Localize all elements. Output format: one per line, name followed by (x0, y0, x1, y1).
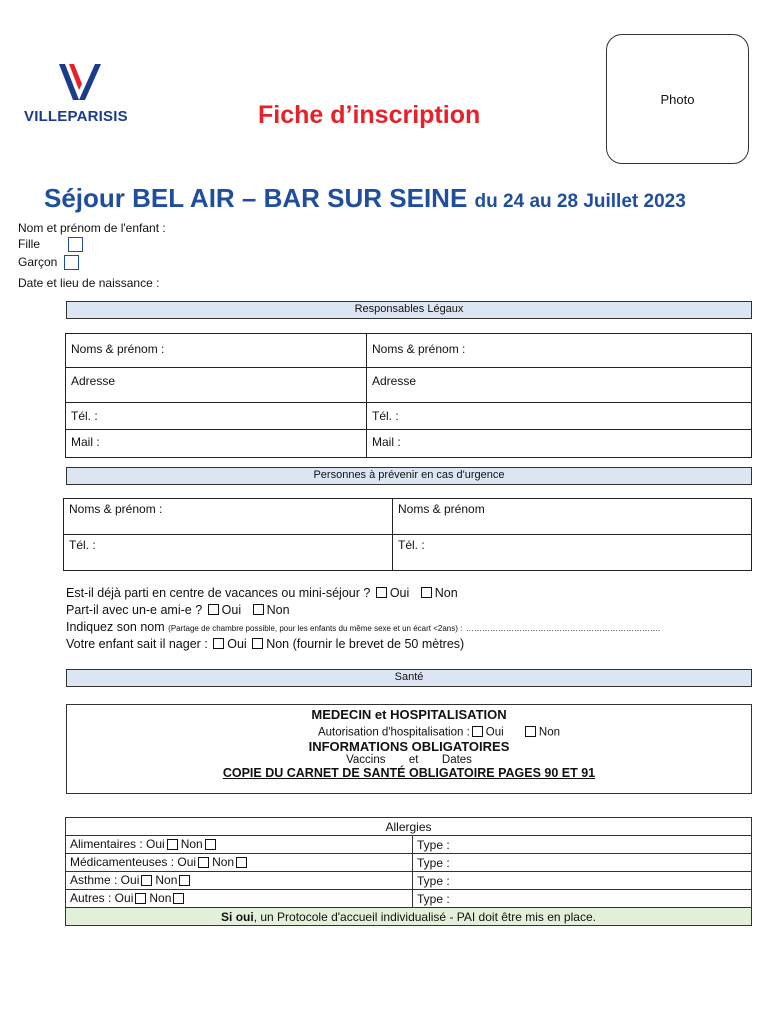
sante-band: Santé (66, 669, 752, 687)
photo-box (606, 34, 749, 164)
allergy-type-1[interactable]: Type : (413, 836, 752, 854)
oui-label: Oui (485, 726, 504, 739)
legal-name-2[interactable]: Noms & prénom : (367, 334, 752, 368)
allergy-asthme (66, 872, 413, 890)
medecin-heading: MEDECIN et HOSPITALISATION (311, 707, 507, 722)
question-nom-note: (Partage de chambre possible, pour les enfants du même sexe et un écart <2ans) : (168, 624, 463, 633)
pai-notice (66, 908, 752, 926)
hospitalisation-oui-checkbox[interactable] (472, 726, 483, 737)
legal-mail-2[interactable]: Mail : (367, 430, 752, 458)
non-label: Non (212, 855, 235, 870)
nager-oui-checkbox[interactable] (213, 638, 224, 649)
nager-non-checkbox[interactable] (252, 638, 263, 649)
non-label: Non (155, 873, 178, 888)
non-label: Non (180, 837, 203, 852)
question-nager (66, 637, 464, 651)
legal-name-1[interactable]: Noms & prénom : (66, 334, 367, 368)
question-nager-text: Votre enfant sait il nager : (66, 637, 208, 651)
child-name-label: Nom et prénom de l'enfant : (18, 221, 166, 235)
non-label: Non (266, 637, 290, 651)
allergies-table (65, 817, 752, 926)
fille-checkbox[interactable] (68, 237, 83, 252)
birth-label: Date et lieu de naissance : (18, 276, 160, 290)
legal-address-1[interactable]: Adresse (66, 368, 367, 403)
ami-oui-checkbox[interactable] (208, 604, 219, 615)
garcon-checkbox[interactable] (64, 255, 79, 270)
autres-oui-checkbox[interactable] (135, 893, 146, 904)
sejour-title (44, 183, 686, 214)
hospitalisation-non-checkbox[interactable] (525, 726, 536, 737)
question-ami-text: Part-il avec un-e ami-e ? (66, 603, 203, 617)
medicamenteuses-non-checkbox[interactable] (236, 857, 247, 868)
question-vacances (66, 586, 458, 600)
info-heading: INFORMATIONS OBLIGATOIRES (308, 739, 510, 754)
fille-row (18, 237, 83, 252)
sejour-dates: du 24 au 28 Juillet 2023 (474, 191, 686, 212)
allergy-label: Asthme : Oui (70, 873, 140, 888)
question-nom-text: Indiquez son nom (66, 620, 165, 634)
villeparisis-logo-icon (55, 62, 105, 102)
autorisation-row (67, 726, 751, 739)
vacances-non-checkbox[interactable] (421, 587, 432, 598)
pai-text: , un Protocole d'accueil individualisé - PAI doit être mis en place. (253, 909, 596, 924)
allergies-title: Allergies (66, 818, 752, 836)
legal-tel-2[interactable]: Tél. : (367, 403, 752, 430)
vaccins-label: Vaccins (346, 754, 386, 766)
allergy-label: Médicamenteuses : Oui (70, 855, 197, 870)
dates-label: Dates (441, 754, 472, 766)
allergy-medicamenteuses (66, 854, 413, 872)
allergy-label: Alimentaires : Oui (70, 837, 165, 852)
fille-label: Fille (18, 237, 41, 251)
oui-label: Oui (389, 586, 410, 600)
allergy-type-4[interactable]: Type : (413, 890, 752, 908)
ami-non-checkbox[interactable] (253, 604, 264, 615)
nager-note: (fournir le brevet de 50 mètres) (292, 637, 465, 651)
emergency-tel-1[interactable]: Tél. : (64, 535, 393, 571)
allergy-type-2[interactable]: Type : (413, 854, 752, 872)
vaccins-row (67, 754, 751, 766)
asthme-non-checkbox[interactable] (179, 875, 190, 886)
page-title: Fiche d’inscription (258, 101, 481, 129)
alimentaires-non-checkbox[interactable] (205, 839, 216, 850)
allergy-type-3[interactable]: Type : (413, 872, 752, 890)
emergency-name-2[interactable]: Noms & prénom (393, 499, 752, 535)
et-label: et (408, 754, 419, 766)
allergy-alimentaires (66, 836, 413, 854)
autorisation-label: Autorisation d'hospitalisation : (317, 726, 470, 739)
alimentaires-oui-checkbox[interactable] (167, 839, 178, 850)
allergy-label: Autres : Oui (70, 891, 134, 906)
question-nom-dots[interactable]: ………………………………………………………………. (465, 624, 661, 633)
photo-label: Photo (660, 91, 695, 107)
question-ami (66, 603, 290, 617)
oui-label: Oui (227, 637, 247, 651)
emergency-name-1[interactable]: Noms & prénom : (64, 499, 393, 535)
emergency-tel-2[interactable]: Tél. : (393, 535, 752, 571)
oui-label: Oui (221, 603, 242, 617)
emergency-table (63, 498, 752, 571)
vacances-oui-checkbox[interactable] (376, 587, 387, 598)
emergency-band: Personnes à prévenir en cas d'urgence (66, 467, 752, 485)
legal-table (65, 333, 752, 458)
legal-address-2[interactable]: Adresse (367, 368, 752, 403)
copie-carnet: COPIE DU CARNET DE SANTÉ OBLIGATOIRE PAGES 90 ET 91 (222, 766, 596, 780)
logo-text: VILLEPARISIS (24, 108, 128, 125)
non-label: Non (434, 586, 458, 600)
question-nom-ami (66, 620, 660, 634)
medicamenteuses-oui-checkbox[interactable] (198, 857, 209, 868)
legal-tel-1[interactable]: Tél. : (66, 403, 367, 430)
allergy-autres (66, 890, 413, 908)
legal-mail-1[interactable]: Mail : (66, 430, 367, 458)
garcon-row (18, 255, 79, 270)
non-label: Non (266, 603, 290, 617)
pai-bold: Si oui (221, 909, 254, 924)
sejour-name: Séjour BEL AIR – BAR SUR SEINE (44, 183, 468, 213)
non-label: Non (149, 891, 172, 906)
garcon-label: Garçon (18, 255, 58, 269)
legal-band: Responsables Légaux (66, 301, 752, 319)
asthme-oui-checkbox[interactable] (141, 875, 152, 886)
non-label: Non (538, 726, 560, 739)
autres-non-checkbox[interactable] (173, 893, 184, 904)
question-vacances-text: Est-il déjà parti en centre de vacances ou mini-séjour ? (66, 586, 371, 600)
sante-box (66, 704, 752, 794)
